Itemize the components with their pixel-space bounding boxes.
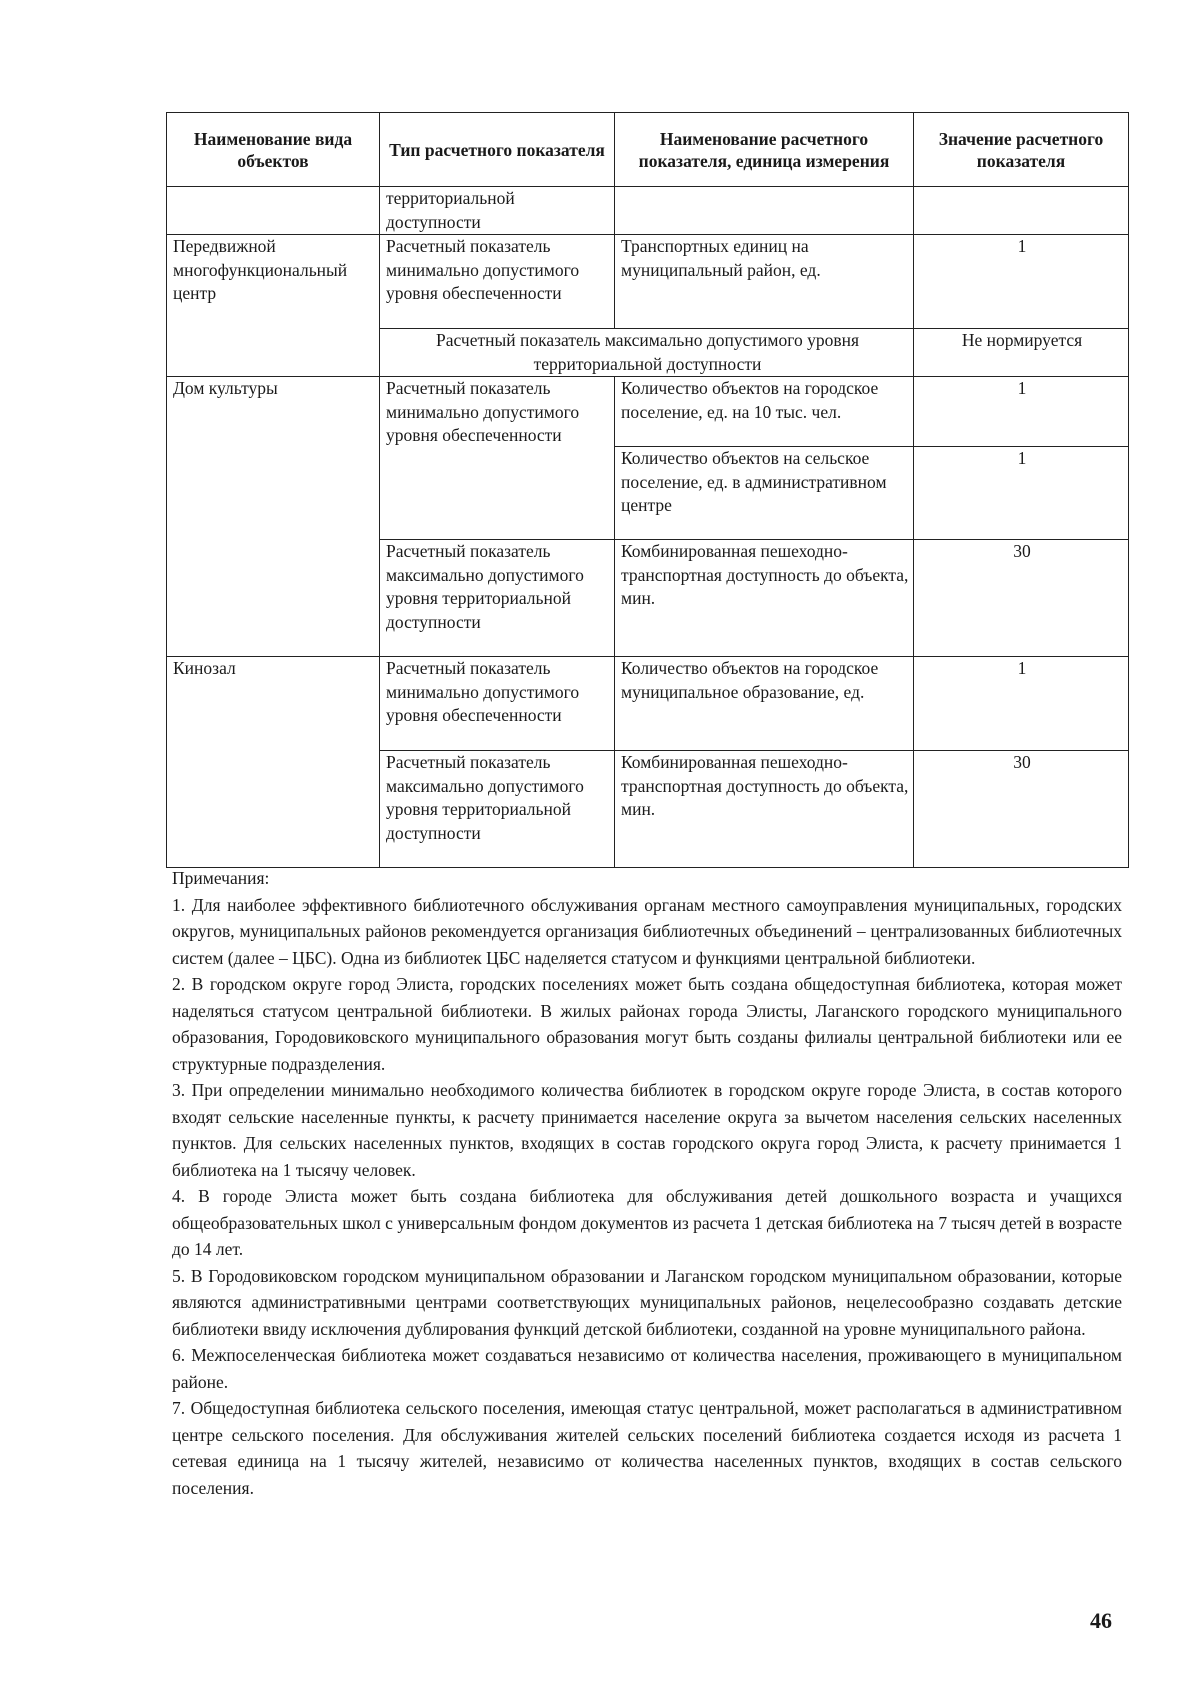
- note-paragraph: 5. В Городовиковском городском муниципальном образовании и Лаганском городском муниципальном образовании, которые являются административными центрами соответствующих муниципальных районов, нецелесообразно создавать детские библиотеки ввиду исключения дублирования функций детской библиотеки, созданной на уровне муниципального района.: [172, 1265, 1122, 1339]
- note-paragraph: 4. В городе Элиста может быть создана библиотека для обслуживания детей дошкольного возраста и учащихся общеобразовательных школ с универсальным фондом документов из расчета 1 детская библиотека на 7 тысяч детей в возрасте до 14 лет.: [172, 1186, 1122, 1259]
- header-indicator-name: Наименование расчетного показателя, единица измерения: [615, 113, 914, 187]
- note-paragraph: 7. Общедоступная библиотека сельского поселения, имеющая статус центральной, может располагаться в административном центре сельского поселения. Для обслуживания жителей сельских поселений библиотека создается исходя из расчета 1 сетевая единица на 1 тысячу жителей, независимо от количества населенных пунктов, входящих в состав сельского поселения.: [172, 1398, 1122, 1498]
- note-paragraph: 6. Межпоселенческая библиотека может создаваться независимо от количества населения, проживающего в муниципальном районе.: [172, 1345, 1122, 1392]
- cell-type: Расчетный показатель минимально допустимого уровня обеспеченности: [380, 235, 615, 329]
- notes-title: Примечания:: [172, 868, 270, 888]
- cell-type: Расчетный показатель максимально допустимого уровня территориальной доступности: [380, 751, 615, 868]
- notes-section: [172, 865, 1122, 1501]
- cell-type-merged: Расчетный показатель максимально допустимого уровня территориальной доступности: [380, 329, 914, 377]
- cell-type: территориальной доступности: [380, 187, 615, 235]
- cell-description: Транспортных единиц на муниципальный район, ед.: [615, 235, 914, 329]
- note-paragraph: 2. В городском округе город Элиста, городских поселениях может быть создана общедоступная библиотека, которая может наделяться статусом центральной библиотеки. В жилых районах города Элисты, Лаганского городского муниципального образования, Городовиковского муниципального образования могут быть созданы филиалы центральной библиотеки или ее структурные подразделения.: [172, 974, 1122, 1074]
- cell-object-name: Кинозал: [167, 657, 380, 868]
- table-row: [167, 657, 1129, 751]
- table-header-row: [167, 113, 1129, 187]
- page-number: 46: [1090, 1608, 1112, 1633]
- cell-object-name: Передвижной многофункциональный центр: [167, 235, 380, 377]
- cell-type: Расчетный показатель минимально допустимого уровня обеспеченности: [380, 657, 615, 751]
- cell-value: 30: [914, 540, 1129, 657]
- header-indicator-value: Значение расчетного показателя: [914, 113, 1129, 187]
- cell-description: Комбинированная пешеходно-транспортная доступность до объекта, мин.: [615, 540, 914, 657]
- cell-description: Количество объектов на городское поселение, ед. на 10 тыс. чел.: [615, 377, 914, 447]
- cell-type: Расчетный показатель максимально допустимого уровня территориальной доступности: [380, 540, 615, 657]
- cell-value: 1: [914, 447, 1129, 540]
- cell-type: Расчетный показатель минимально допустимого уровня обеспеченности: [380, 377, 615, 540]
- cell-value: 1: [914, 377, 1129, 447]
- note-paragraph: 3. При определении минимально необходимого количества библиотек в городском округе городе Элиста, в состав которого входят сельские населенные пункты, к расчету принимается население округа за вычетом населения сельских населенных пунктов. Для сельских населенных пунктов, входящих в состав городского округа город Элиста, к расчету принимается 1 библиотека на 1 тысячу человек.: [172, 1080, 1122, 1180]
- cell-value: Не нормируется: [914, 329, 1129, 377]
- table-row: [167, 187, 1129, 235]
- cell-value: 1: [914, 657, 1129, 751]
- note-paragraph: 1. Для наиболее эффективного библиотечного обслуживания органам местного самоуправления муниципальных, городских округов, муниципальных районов рекомендуется организация библиотечных объединений – централизованных библиотечных систем (далее – ЦБС). Одна из библиотек ЦБС наделяется статусом и функциями центральной библиотеки.: [172, 894, 1122, 968]
- header-indicator-type: Тип расчетного показателя: [380, 113, 615, 187]
- header-object-type: Наименование вида объектов: [167, 113, 380, 187]
- cell-object-name: Дом культуры: [167, 377, 380, 657]
- table-row: [167, 235, 1129, 329]
- cell-description: Комбинированная пешеходно-транспортная доступность до объекта, мин.: [615, 751, 914, 868]
- standards-table: [166, 112, 1129, 868]
- cell-description: Количество объектов на сельское поселение, ед. в административном центре: [615, 447, 914, 540]
- cell-value: 1: [914, 235, 1129, 329]
- cell-value: 30: [914, 751, 1129, 868]
- table-row: [167, 377, 1129, 447]
- cell-description: Количество объектов на городское муниципальное образование, ед.: [615, 657, 914, 751]
